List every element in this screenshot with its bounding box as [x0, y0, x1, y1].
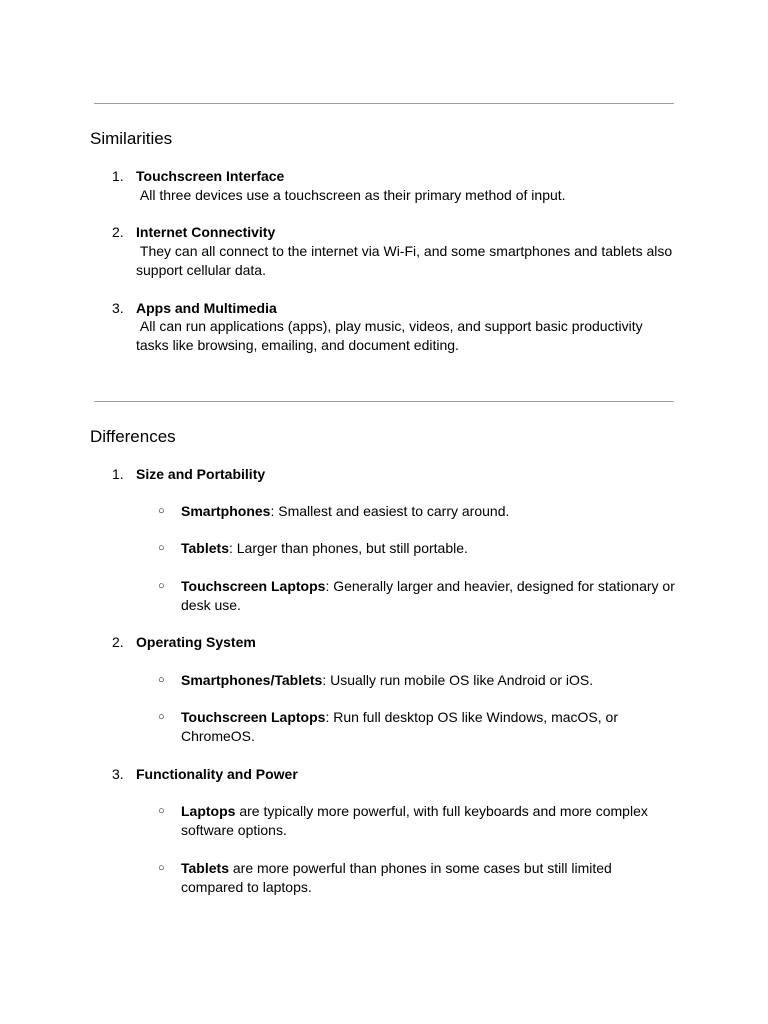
bullet-circle-icon: ○: [158, 805, 165, 817]
list-item-title: Operating System: [136, 634, 256, 650]
list-item-description: They can all connect to the internet via Wi-Fi, and some smartphones and tablets also support cellular data.: [136, 243, 677, 278]
list-number: 1.: [112, 168, 124, 184]
sub-item-text: : Run full desktop OS like Windows, macOS, or ChromeOS.: [181, 709, 618, 744]
differences-heading: Differences: [90, 427, 176, 446]
list-number: 2.: [112, 224, 124, 240]
sub-item-text: : Smallest and easiest to carry around.: [270, 503, 510, 519]
sub-item-text: : Larger than phones, but still portable.: [228, 540, 468, 556]
horizontal-divider-middle: [94, 401, 674, 402]
sub-list-item: [181, 539, 676, 558]
list-item-title: Internet Connectivity: [136, 224, 276, 240]
sub-item-term: Tablets: [181, 860, 229, 876]
bullet-circle-icon: ○: [158, 505, 165, 517]
sub-list-item: [181, 671, 676, 690]
sub-item-text: are typically more powerful, with full keyboards and more complex software options.: [181, 803, 648, 838]
list-item-description: All three devices use a touchscreen as their primary method of input.: [136, 187, 566, 203]
sub-item-text: : Generally larger and heavier, designed for stationary or desk use.: [181, 578, 675, 613]
sub-item-text: : Usually run mobile OS like Android or iOS.: [322, 672, 594, 688]
list-item-title: Touchscreen Interface: [136, 168, 285, 184]
sub-item-term: Smartphones/Tablets: [181, 672, 323, 688]
sub-item-term: Laptops: [181, 803, 236, 819]
sub-item-text: are more powerful than phones in some cases but still limited compared to laptops.: [181, 860, 612, 895]
similarities-heading: Similarities: [90, 129, 173, 148]
sub-item-term: Touchscreen Laptops: [181, 578, 326, 594]
list-item-description: All can run applications (apps), play music, videos, and support basic productivity tasks like browsing, emailing, and document editing.: [136, 318, 647, 353]
list-number: 1.: [112, 466, 124, 482]
sub-list-item: [181, 802, 676, 840]
sub-list-item: [181, 708, 676, 746]
bullet-circle-icon: ○: [158, 674, 165, 686]
list-number: 3.: [112, 766, 124, 782]
sub-item-term: Smartphones: [181, 503, 271, 519]
list-item-title: Functionality and Power: [136, 766, 298, 782]
sub-item-term: Touchscreen Laptops: [181, 709, 326, 725]
horizontal-divider-top: [94, 103, 674, 104]
sub-list-item: [181, 502, 676, 521]
bullet-circle-icon: ○: [158, 862, 165, 874]
list-number: 2.: [112, 634, 124, 650]
bullet-circle-icon: ○: [158, 542, 165, 554]
list-item-title: Size and Portability: [136, 466, 266, 482]
list-item-title: Apps and Multimedia: [136, 300, 277, 316]
sub-list-item: [181, 577, 676, 615]
sub-list-item: [181, 859, 676, 897]
list-number: 3.: [112, 300, 124, 316]
sub-item-term: Tablets: [181, 540, 229, 556]
bullet-circle-icon: ○: [158, 711, 165, 723]
bullet-circle-icon: ○: [158, 580, 165, 592]
